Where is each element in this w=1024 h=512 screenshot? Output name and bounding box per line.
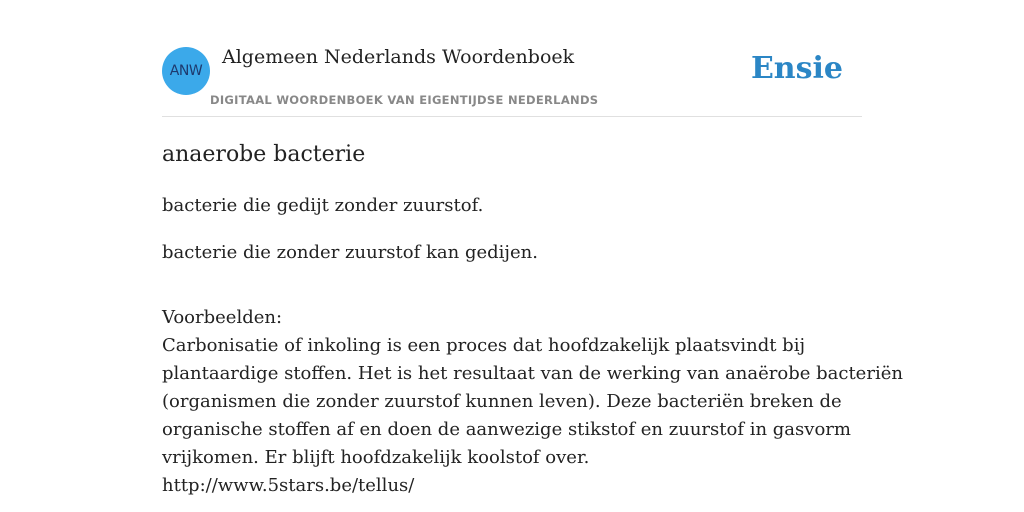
definition-1: bacterie die gedijt zonder zuurstof. (162, 195, 484, 216)
example-line: (organismen die zonder zuurstof kunnen leven). Deze bacteriën breken de (162, 391, 842, 412)
example-line: Carbonisatie of inkoling is een proces dat hoofdzakelijk plaatsvindt bij (162, 335, 806, 356)
site-title[interactable]: Algemeen Nederlands Woordenboek (222, 46, 575, 68)
site-subtitle: DIGITAAL WOORDENBOEK VAN EIGENTIJDSE NEDERLANDS (210, 93, 599, 107)
example-line: vrijkomen. Er blijft hoofdzakelijk koolstof over. (162, 447, 590, 468)
example-line: plantaardige stoffen. Het is het resultaat van de werking van anaërobe bacteriën (162, 363, 903, 384)
source-url: http://www.5stars.be/tellus/ (162, 475, 415, 496)
examples-block (162, 304, 903, 500)
entry-title: anaerobe bacterie (162, 142, 366, 167)
definition-2: bacterie die zonder zuurstof kan gedijen. (162, 242, 538, 263)
anw-logo[interactable]: ANW (162, 47, 210, 95)
example-line: organische stoffen af en doen de aanwezige stikstof en zuurstof in gasvorm (162, 419, 851, 440)
entry-content (162, 140, 903, 500)
ensie-brand-logo[interactable]: Ensie (750, 51, 843, 86)
site-header (162, 46, 862, 117)
examples-label: Voorbeelden: (162, 307, 283, 328)
